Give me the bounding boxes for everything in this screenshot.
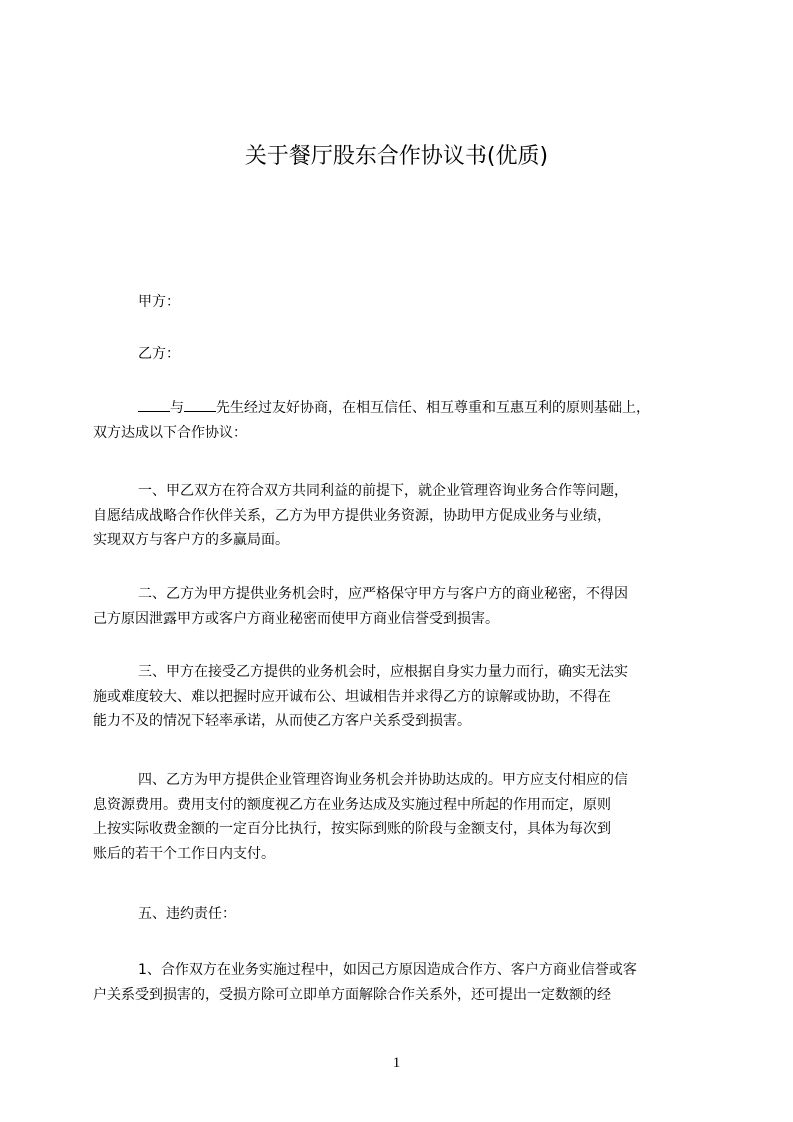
clause-4-line-1: 四、乙方为甲方提供企业管理咨询业务机会并协助达成的。甲方应支付相应的信: [138, 772, 628, 788]
intro-rest: 先生经过友好协商，在相互信任、相互尊重和互惠互利的原则基础上，: [216, 400, 650, 416]
blank-underline-2: [184, 397, 216, 412]
clause-2-line-1: 二、乙方为甲方提供业务机会时，应严格保守甲方与客户方的商业秘密，不得因: [138, 586, 628, 602]
intro-paragraph: [93, 396, 703, 445]
party-b-line: [93, 342, 703, 367]
clause-1-line-1: 一、甲乙双方在符合双方共同利益的前提下，就企业管理咨询业务合作等问题，: [138, 483, 628, 499]
clause-3-line-2: 施或难度较大、难以把握时应开诚布公、坦诚相告并求得乙方的谅解或协助，不得在: [93, 688, 611, 705]
party-a-line: [93, 290, 703, 315]
clause-5-heading-text: 五、违约责任：: [138, 906, 236, 922]
clause-3-line-3: 能力不及的情况下轻率承诺，从而使乙方客户关系受到损害。: [93, 713, 471, 729]
clause-5-item-1-line-1: 1、合作双方在业务实施过程中，如因己方原因造成合作方、客户方商业信誉或客: [138, 962, 637, 978]
clause-2: [93, 582, 703, 631]
document-title: 关于餐厅股东合作协议书(优质): [244, 144, 549, 169]
clause-3-line-1: 三、甲方在接受乙方提供的业务机会时，应根据自身实力量力而行，确实无法实: [138, 664, 628, 680]
clause-4-line-2: 息资源费用。费用支付的额度视乙方在业务达成及实施过程中所起的作用而定，原则: [93, 796, 611, 813]
clause-4: [93, 768, 703, 866]
clause-2-line-2: 己方原因泄露甲方或客户方商业秘密而使甲方商业信誉受到损害。: [93, 610, 499, 627]
clause-3: [93, 660, 703, 734]
party-b-label: 乙方：: [138, 346, 180, 362]
intro-line-1: [93, 396, 703, 421]
intro-line-2: 双方达成以下合作协议：: [93, 424, 247, 441]
clause-1-line-2: 自愿结成战略合作伙伴关系，乙方为甲方提供业务资源，协助甲方促成业务与业绩，: [93, 507, 611, 524]
intro-connector: 与: [170, 400, 184, 416]
clause-5-heading: [93, 902, 703, 927]
party-a-label: 甲方：: [138, 294, 180, 310]
page-number: 1: [392, 1055, 401, 1071]
clause-5-item-1-line-2: 户关系受到损害的，受损方除可立即单方面解除合作关系外，还可提出一定数额的经: [93, 986, 611, 1003]
clause-5-item-1: [93, 958, 703, 1007]
clause-1: [93, 479, 703, 553]
clause-1-line-3: 实现双方与客户方的多赢局面。: [93, 532, 289, 548]
clause-4-line-3: 上按实际收费金额的一定百分比执行，按实际到账的阶段与金额支付，具体为每次到: [93, 821, 611, 837]
blank-underline-1: [138, 397, 170, 412]
clause-4-line-4: 账后的若干个工作日内支付。: [93, 845, 275, 862]
